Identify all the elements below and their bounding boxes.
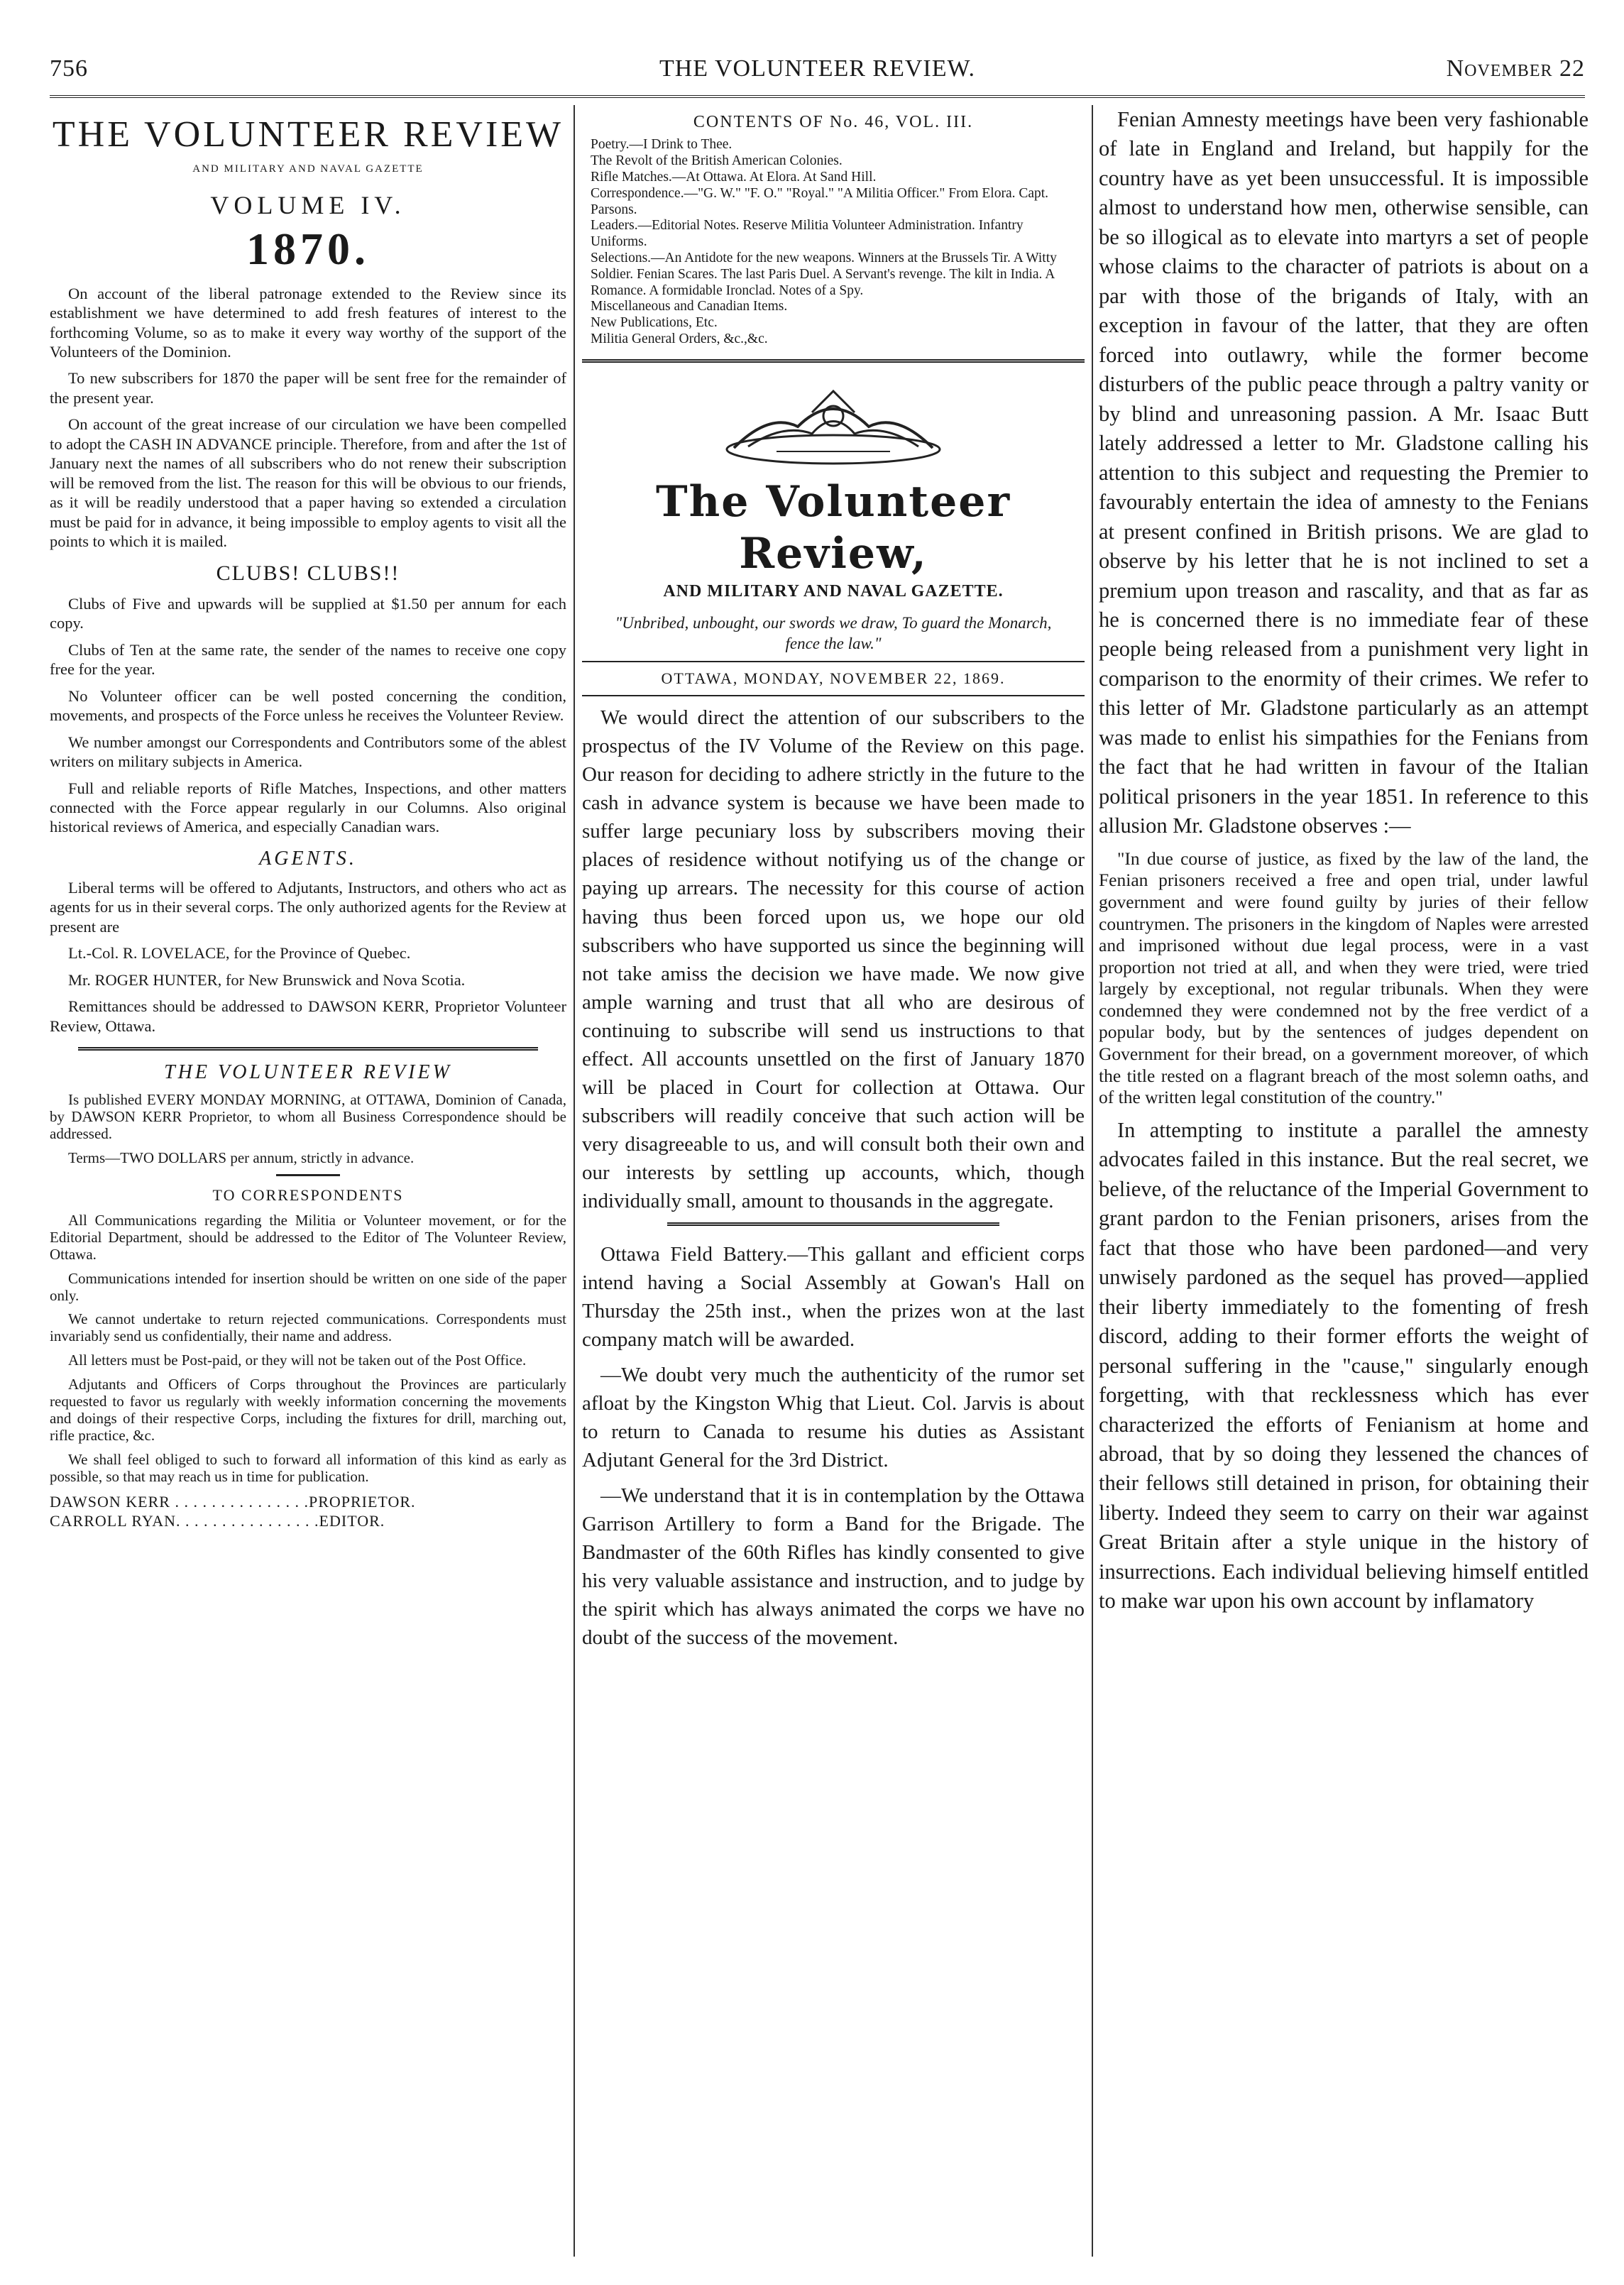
review-paragraph: Terms—TWO DOLLARS per annum, strictly in advance. — [68, 1149, 415, 1166]
editor-signoff: CARROLL RYAN. . . . . . . . . . . . . . . .EDITOR. — [50, 1511, 385, 1530]
running-header — [50, 55, 1585, 98]
volume-label: VOLUME IV. — [210, 190, 406, 219]
clubs-paragraph: Clubs of Five and upwards will be supplied at $1.50 per annum for each copy. — [50, 595, 566, 632]
column-divider-2 — [1092, 105, 1093, 2257]
agents-paragraph: Liberal terms will be offered to Adjutants, Instructors, and others who act as agents for us in their several corps. The only authorized agents for the Review at present are — [50, 878, 566, 936]
paper-subtitle: AND MILITARY AND NAVAL GAZETTE. — [663, 582, 1004, 601]
issue-dateline: OTTAWA, MONDAY, NOVEMBER 22, 1869. — [582, 661, 1085, 697]
correspondents-paragraph: Communications intended for insertion should be written on one side of the paper only. — [50, 1269, 566, 1304]
clubs-paragraph: No Volunteer officer can be well posted concerning the condition, movements, and prospects of the Force unless he receives the Volunteer Review. — [50, 686, 566, 725]
paper-title: The Volunteer Review, — [655, 476, 1011, 579]
correspondents-paragraph: All letters must be Post-paid, or they will not be taken out of the Post Office. — [68, 1352, 527, 1369]
section-rule — [582, 359, 1085, 363]
column-divider-1 — [574, 105, 575, 2257]
short-rule — [276, 1174, 340, 1176]
contents-entry: The Revolt of the British American Colonies. — [591, 153, 843, 169]
editorial-paragraph: We would direct the attention of our subscribers to the prospectus of the IV Volume of the Review on this page. Our reason for deciding to adhere strictly in the future to the cash in advance system is because we have been made to suffer large pecuniary loss by subscribers moving their places of residence without notifying us of the change or paying up arrears. The necessity for this course of action having thus been forced upon us, we hope our old subscribers who have supported us since the beginning will not take amiss the decision we have made. We now give ample warning and trust that all who are desirous of continuing to subscribe will send us instructions to that effect. All accounts unsettled on the first of January 1870 will be placed in Court for collection at Ottawa. Our subscribers will readily conceive that such action will be very disagreeable to us, and will consult both their own and our interests by settling up accounts, which, though individually small, amount to thousands in the aggregate. — [582, 706, 1085, 1212]
news-paragraph: Ottawa Field Battery.—This gallant and efficient corps intend having a Social Assembly at Gowan's Hall on Thursday the 25th inst., when the prizes won at the last company match will be awarded. — [582, 1242, 1085, 1351]
contents-entry: Miscellaneous and Canadian Items. — [591, 299, 788, 314]
clubs-paragraph: We number amongst our Correspondents and Contributors some of the ablest writers on military subjects in America. — [50, 733, 566, 771]
prospectus-paragraph: On account of the liberal patronage extended to the Review since its establishment we have determined to add fresh features of interest to the forthcoming Volume, so as to make it every way worthy of the support of the Volunteers of the Dominion. — [50, 284, 566, 361]
masthead: THE VOLUNTEER REVIEW — [52, 114, 564, 155]
article-paragraph: Fenian Amnesty meetings have been very fashionable of late in England and Ireland, but happily for the country have as yet been unsuccessful. It is impossible almost to understand how men, otherwise sensible, can be so illogical as to elevate into martyrs a set of people whose claims to the character of patriots is about on a par with those of the brigands of Italy, with an exception in favour of the latter, that they are often forced into outlawry, while the former become disturbers of the public peace through a paltry vanity or by blind and unreasoning passion. A Mr. Isaac Butt lately addressed a letter to Mr. Gladstone calling his attention to this subject and requesting the Premier to favourably entertain the idea of amnesty to the Fenians at present confined in British prisons. We are glad to observe by his letter that he is not inclined to set a premium upon treason and rascality, and that as far as he is concerned there is no immediate fear of these people being released from a punishment very light in comparison to the enormity of their crimes. We refer to this letter of Mr. Gladstone particularly as an attempt was made to enlist his simpathies for the Fenians from the fact that he had written in favour of the Italian political prisoners in the year 1851. In reference to this allusion Mr. Gladstone observes :— — [1099, 107, 1589, 838]
column-editorial — [582, 105, 1085, 2257]
running-title: THE VOLUNTEER REVIEW. — [659, 55, 975, 82]
agents-paragraph: Lt.-Col. R. LOVELACE, for the Province of Quebec. — [68, 944, 411, 963]
clubs-paragraph: Clubs of Ten at the same rate, the sender of the names to receive one copy free for the year. — [50, 640, 566, 679]
gladstone-quote: "In due course of justice, as fixed by the law of the land, the Fenian prisoners received a free and open trial, under lawful government and were found guilty by juries of their fellow countrymen. The prisoners in the kingdom of Naples were arrested and imprisoned without due legal process, were in a vast proportion not tried at all, and when they were tried, were tried largely by exceptional, not regular tribunals. When they were condemned they were condemned not by the free verdict of a popular body, but by the sentences of judges dependent on Government for their bread, on a government moreover, of which the title rested on a flagrant breach of the most solemn oaths, and of the written legal constitution of the country." — [1099, 848, 1589, 1108]
news-paragraph: —We doubt very much the authenticity of the rumor set afloat by the Kingston Whig that Lieut. Col. Jarvis is about to return to Canada to resume his duties as Assistant Adjutant General for the 3rd District. — [582, 1363, 1085, 1472]
proprietor-signoff: DAWSON KERR . . . . . . . . . . . . . . .PROPRIETOR. — [50, 1492, 416, 1511]
contents-entry: Selections.—An Antidote for the new weapons. Winners at the Brussels Tir. A Witty Soldier. Fenian Scares. The last Paris Duel. A Servant's revenge. The kilt in India. A Romance. A formidable Ironclad. Notes of a Spy. — [591, 250, 1057, 298]
correspondents-heading: TO CORRESPONDENTS — [212, 1185, 404, 1204]
crest-emblem-icon — [706, 384, 961, 469]
page-number: 756 — [50, 55, 88, 82]
prospectus-paragraph: On account of the great increase of our circulation we have been compelled to adopt the CASH IN ADVANCE principle. Therefore, from and after the 1st of January next the names of all subscribers who do not renew their subscription will be removed from the list. The reason for this will be obvious to our friends, as it will be readily understood that a paper having so extended a circulation must be paid for in advance, it being impossible to employ agents to visit all the points to which it is mailed. — [50, 415, 566, 550]
article-paragraph: In attempting to institute a parallel the amnesty advocates failed in this instance. But the real secret, we believe, of the reluctance of the Imperial Government to grant pardon to the Fenian prisoners, arises from the fact that those who have been pardoned—and very unwisely pardoned as the sequel has proved—applied their liberty immediately to the fomenting of fresh discord, adding to their former efforts the weight of personal suffering in the "cause," singularly enough forgetting, with that recklessness which has ever characterized the efforts of Fenianism at home and abroad, that by so doing they lessened the chances of their fellows still detained in prison, for obtaining their liberty. Indeed they seem to carry on their war against Great Britain after a style unique in the history of insurrections. Each individual believing himself entitled to make war upon his own account by inflamatory — [1099, 1117, 1589, 1613]
section-rule — [667, 1222, 999, 1226]
contents-entry: Leaders.—Editorial Notes. Reserve Militia Volunteer Administration. Infantry Uniforms. — [591, 218, 1024, 250]
correspondents-paragraph: We shall feel obliged to such to forward all information of this kind as early as possible, so that may reach us in time for publication. — [50, 1451, 566, 1485]
running-date: November 22 — [1446, 55, 1585, 82]
clubs-heading: CLUBS! CLUBS!! — [216, 561, 400, 586]
agents-paragraph: Mr. ROGER HUNTER, for New Brunswick and Nova Scotia. — [68, 970, 466, 989]
review-heading: THE VOLUNTEER REVIEW — [164, 1061, 452, 1084]
header-rule — [50, 95, 1585, 98]
column-fenian-amnesty — [1099, 105, 1589, 2257]
contents-entry: Poetry.—I Drink to Thee. — [591, 137, 733, 153]
correspondents-paragraph: We cannot undertake to return rejected communications. Correspondents must invariably send us confidentially, their name and address. — [50, 1310, 566, 1345]
contents-list — [582, 137, 1085, 348]
clubs-paragraph: Full and reliable reports of Rifle Matches, Inspections, and other matters connected with the Force appear regularly in our Columns. Also original historical reviews of America, and especially Canadian wars. — [50, 779, 566, 836]
volume-year: 1870. — [246, 223, 370, 274]
agents-paragraph: Remittances should be addressed to DAWSON KERR, Proprietor Volunteer Review, Ottawa. — [50, 997, 566, 1035]
contents-entry: Correspondence.—"G. W." "F. O." "Royal." "A Militia Officer." From Elora. Capt. Parsons. — [591, 185, 1049, 217]
review-paragraph: Is published EVERY MONDAY MORNING, at OTTAWA, Dominion of Canada, by DAWSON KERR Proprietor, to whom all Business Correspondence should be addressed. — [50, 1091, 566, 1143]
section-rule — [78, 1047, 538, 1051]
contents-entry: Militia General Orders, &c.,&c. — [591, 331, 768, 347]
contents-heading: CONTENTS OF No. 46, VOL. III. — [693, 113, 974, 131]
correspondents-paragraph: Adjutants and Officers of Corps throughout the Provinces are particularly requested to favor us regularly with weekly information concerning the movements and doings of their respective Corps, including the fixtures for drill, marching out, rifle practice, &c. — [50, 1376, 566, 1445]
contents-entry: Rifle Matches.—At Ottawa. At Elora. At Sand Hill. — [591, 169, 877, 185]
contents-entry: New Publications, Etc. — [591, 315, 718, 331]
prospectus-paragraph: To new subscribers for 1870 the paper will be sent free for the remainder of the present year. — [50, 369, 566, 407]
news-paragraph: —We understand that it is in contemplation by the Ottawa Garrison Artillery to form a Band for the Brigade. The Bandmaster of the 60th Rifles has kindly consented to give his very valuable assistance and instruction, and to judge by the spirit which has always animated the corps we have no doubt of the success of the movement. — [582, 1484, 1085, 1649]
agents-heading: AGENTS. — [259, 847, 357, 870]
masthead-subtitle: AND MILITARY AND NAVAL GAZETTE — [192, 163, 424, 175]
paper-motto: "Unbribed, unbought, our swords we draw, To guard the Monarch, fence the law." — [615, 614, 1052, 652]
correspondents-paragraph: All Communications regarding the Militia or Volunteer movement, or for the Editorial Department, should be addressed to the Editor of The Volunteer Review, Ottawa. — [50, 1211, 566, 1263]
column-prospectus — [50, 105, 566, 2257]
